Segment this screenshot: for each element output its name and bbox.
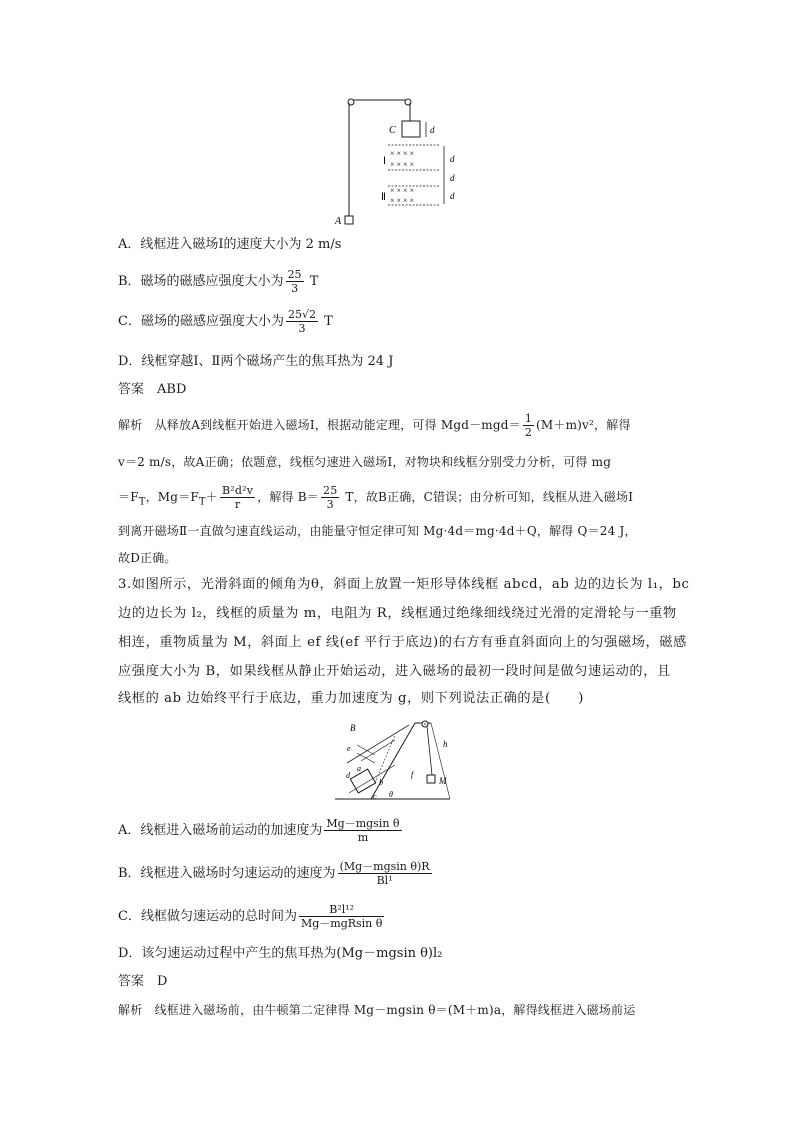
svg-text:B: B	[350, 723, 356, 733]
svg-text:e: e	[347, 744, 351, 753]
q2-explanation-3: $=F_T$，$Mg=F_T+$ $\frac{\text{B²d²v}}{r}$ ，解得 B＝ $\frac{25}{3}$ T，故B正确，C错误；由分析可知，线框从进入磁场Ⅰ	[118, 484, 634, 511]
svg-text:c: c	[373, 792, 377, 801]
svg-text:M: M	[439, 776, 447, 786]
q3-answer: 答案 D	[118, 974, 168, 989]
svg-text:d: d	[450, 191, 455, 201]
block-C	[402, 121, 420, 137]
svg-text:A: A	[335, 216, 342, 227]
q2-explanation-1: 解析 从释放A到线框开始进入磁场Ⅰ，根据动能定理，可得 Mgd－mgd＝ $\frac{1}{2}$ (M＋m)v²，解得	[118, 412, 631, 439]
svg-text:h: h	[443, 739, 448, 749]
svg-text:f: f	[411, 770, 414, 779]
q3-option-b: B．线框进入磁场时匀速运动的速度为 $\frac{\text{(Mg－mgsin θ)R}}{\text{Bl¹}}$	[118, 860, 430, 887]
conducting-frame	[350, 769, 375, 793]
q2-answer: 答案 ABD	[118, 382, 187, 397]
q3-stem-3: 相连，重物质量为 M，斜面上 ef 线(ef 平行于底边)的右方有垂直斜面向上的匀强磁场，磁感	[118, 635, 687, 650]
svg-text:Ⅰ: Ⅰ	[383, 156, 386, 167]
svg-text:× × × ×: × × × ×	[390, 149, 415, 158]
q2-option-c: C．磁场的磁感应强度大小为 $\frac{25√2}{3}$ T	[118, 308, 333, 335]
q2-explanation-5: 故D正确。	[118, 551, 177, 565]
svg-text:θ: θ	[389, 790, 393, 799]
q3-option-c: C．线框做匀速运动的总时间为 $\frac{\text{B²l¹²}}{\text{Mg－mgRsin θ}}$	[118, 903, 383, 930]
svg-text:× × × ×: × × × ×	[390, 160, 415, 169]
svg-text:b: b	[379, 778, 383, 787]
svg-text:d: d	[346, 771, 350, 780]
svg-text:× × × ×: × × × ×	[390, 196, 415, 205]
q3-stem-1: 3.如图所示，光滑斜面的倾角为θ，斜面上放置一矩形导体线框 abcd，ab 边的边长为 l₁，bc	[118, 577, 690, 592]
incline-frame-diagram	[335, 715, 455, 805]
q3-stem-4: 应强度大小为 B，如果线框从静止开始运动，进入磁场的最初一段时间是做匀速运动的，且	[118, 664, 671, 679]
hanging-mass-M	[427, 775, 435, 783]
q3-explanation-1: 解析 线框进入磁场前，由牛顿第二定律得 Mg－mgsin θ＝(M＋m)a，解得线框进入磁场前运	[118, 1003, 636, 1017]
q3-stem-2: 边的边长为 l₂，线框的质量为 m，电阻为 R，线框通过绝缘细线绕过光滑的定滑轮与一重物	[118, 606, 677, 621]
q2-explanation-2: v＝2 m/s，故A正确；依题意，线框匀速进入磁场Ⅰ，对物块和线框分别受力分析，可得 mg	[118, 455, 612, 469]
q3-stem-5: 线框的 ab 边始终平行于底边，重力加速度为 g，则下列说法正确的是( )	[118, 691, 585, 706]
q2-option-b: B．磁场的磁感应强度大小为 $\frac{25}{3}$ T	[118, 268, 319, 295]
svg-text:C: C	[389, 125, 396, 136]
q3-option-a: A．线框进入磁场前运动的加速度为 $\frac{\text{Mg－mgsin θ}}{m}$	[118, 817, 400, 844]
q2-option-a: A．线框进入磁场Ⅰ的速度大小为 2 m/s	[118, 237, 342, 252]
svg-text:Ⅱ: Ⅱ	[381, 192, 386, 203]
q2-explanation-4: 到离开磁场Ⅱ一直做匀速直线运动，由能量守恒定律可知 Mg·4d＝mg·4d＋Q，解得 Q＝24 J，	[118, 524, 637, 538]
block-A	[345, 216, 353, 224]
svg-text:a: a	[357, 764, 361, 773]
q2-option-d: D．线框穿越Ⅰ、Ⅱ两个磁场产生的焦耳热为 24 J	[118, 354, 394, 369]
q3-option-d: D．该匀速运动过程中产生的焦耳热为(Mg－mgsin θ)l₂	[118, 946, 443, 961]
svg-text:d: d	[450, 173, 455, 183]
pulley-field-diagram	[330, 90, 470, 230]
svg-text:d: d	[450, 154, 455, 164]
svg-text:× × × ×: × × × ×	[390, 186, 415, 195]
svg-text:d: d	[430, 125, 435, 135]
